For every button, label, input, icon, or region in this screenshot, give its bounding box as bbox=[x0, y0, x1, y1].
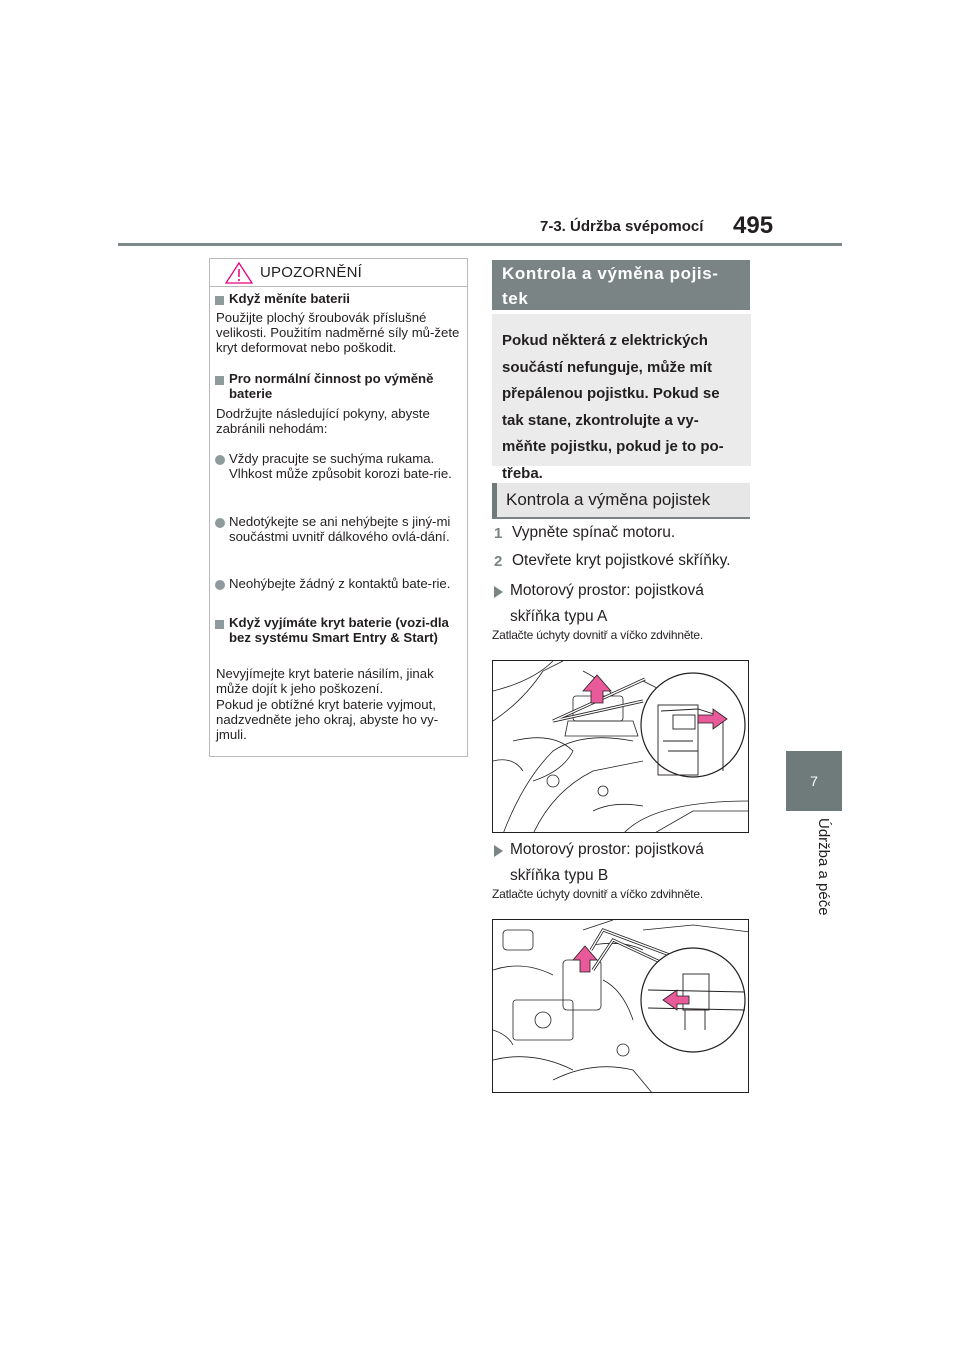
section-heading-line: Kontrola a výměna pojis- bbox=[502, 264, 719, 283]
warning-text: Dodržujte následující pokyny, abyste zabránili nehodám: bbox=[216, 406, 430, 436]
chapter-number: 7 bbox=[810, 773, 818, 789]
engine-bay-b-drawing bbox=[493, 920, 749, 1093]
round-bullet-icon bbox=[215, 580, 225, 590]
subitem-line: Motorový prostor: pojistková bbox=[510, 841, 704, 858]
warning-text: Použijte plochý šroubovák příslušné velikosti. Použitím nadměrné síly mů-žete kryt deformovat nebo poškodit. bbox=[216, 310, 460, 355]
subitem-line: skříňka typu A bbox=[510, 608, 608, 625]
warning-bullet: Nedotýkejte se ani nehýbejte s jiný-mi součástmi uvnitř dálkového ovlá-dání. bbox=[229, 514, 451, 544]
square-bullet-icon bbox=[215, 620, 224, 629]
warning-title: UPOZORNĚNÍ bbox=[260, 264, 363, 281]
square-bullet-icon bbox=[215, 296, 224, 305]
step-text: Vypněte spínač motoru. bbox=[512, 524, 676, 541]
page-number: 495 bbox=[733, 212, 774, 239]
subitem-line: skříňka typu B bbox=[510, 867, 609, 884]
warning-text: Pokud je obtížné kryt baterie vyjmout, nadzvedněte jeho okraj, abyste ho vy-jmuli. bbox=[216, 697, 439, 742]
section-heading-line: tek bbox=[502, 289, 529, 308]
warning-heading: Pro normální činnost po výměně baterie bbox=[229, 371, 434, 401]
figure-caption: Zatlačte úchyty dovnitř a víčko zdvihněte. bbox=[492, 628, 704, 642]
subitem-text bbox=[510, 578, 740, 630]
fuse-box-b-illustration bbox=[492, 919, 749, 1093]
triangle-bullet-icon bbox=[494, 586, 503, 598]
header-rule bbox=[118, 243, 842, 246]
engine-bay-a-drawing bbox=[493, 661, 749, 833]
warning-header bbox=[210, 259, 467, 287]
round-bullet-icon bbox=[215, 455, 225, 465]
step-number: 2 bbox=[494, 553, 503, 570]
round-bullet-icon bbox=[215, 518, 225, 528]
figure-caption: Zatlačte úchyty dovnitř a víčko zdvihněte. bbox=[492, 887, 704, 901]
intro-box: Pokud některá z elektrických součástí nefunguje, může mít přepálenou pojistku. Pokud se tak stane, zkontrolujte a vy-měňte pojistku, pokud je to po-třeba. bbox=[492, 314, 751, 466]
warning-triangle-icon bbox=[225, 262, 253, 284]
warning-heading: Když vyjímáte kryt baterie (vozi-dla bez systému Smart Entry & Start) bbox=[229, 615, 449, 645]
chapter-tab[interactable] bbox=[786, 751, 842, 811]
warning-box bbox=[209, 258, 468, 757]
step-text: Otevřete kryt pojistkové skříňky. bbox=[512, 552, 731, 569]
warning-text: Nevyjímejte kryt baterie násilím, jinak může dojít k jeho poškození. bbox=[216, 666, 434, 696]
warning-bullet: Neohýbejte žádný z kontaktů bate-rie. bbox=[229, 576, 451, 591]
section-title: 7-3. Údržba svépomocí bbox=[540, 218, 704, 235]
step-number: 1 bbox=[494, 525, 503, 542]
fuse-box-a-illustration bbox=[492, 660, 749, 833]
square-bullet-icon bbox=[215, 376, 224, 385]
subsection-heading: Kontrola a výměna pojistek bbox=[492, 483, 750, 519]
chapter-label: Údržba a péče bbox=[815, 818, 832, 916]
triangle-bullet-icon bbox=[494, 845, 503, 857]
warning-heading: Když měníte baterii bbox=[229, 291, 350, 306]
warning-bullet: Vždy pracujte se suchýma rukama. Vlhkost může způsobit korozi bate-rie. bbox=[229, 451, 452, 481]
subitem-line: Motorový prostor: pojistková bbox=[510, 582, 704, 599]
subitem-text bbox=[510, 837, 740, 889]
section-heading bbox=[492, 260, 750, 310]
